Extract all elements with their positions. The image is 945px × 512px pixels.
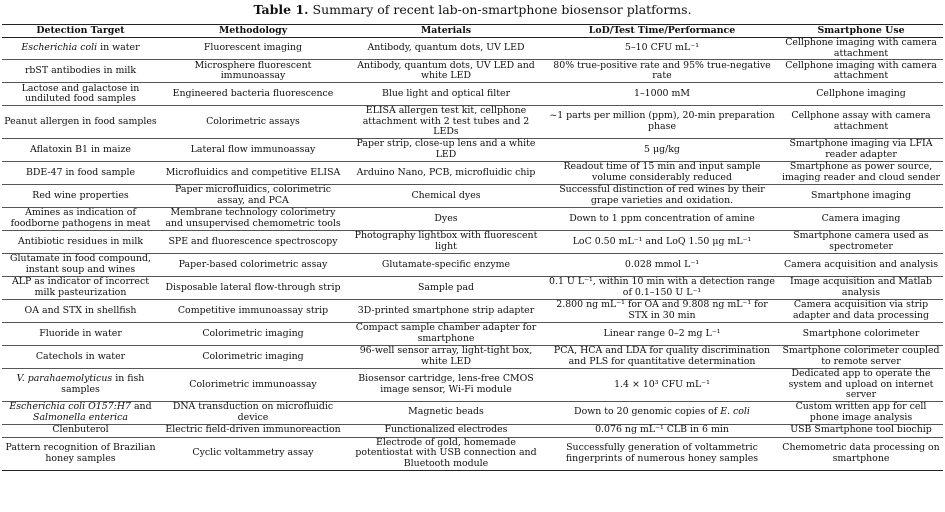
table-row <box>2 299 943 322</box>
header-lod: LoD/Test Time/Performance <box>545 25 779 38</box>
cell-method: Engineered bacteria fluorescence <box>159 83 347 106</box>
cell-lod: Readout time of 15 min and input sample volume considerably reduced <box>545 161 779 184</box>
cell-lod: 0.076 ng mL⁻¹ CLB in 6 min <box>545 424 779 437</box>
cell-method: Colorimetric immunoassay <box>159 368 347 401</box>
cell-method: Fluorescent imaging <box>159 38 347 60</box>
cell-use: Smartphone colorimeter coupled to remote server <box>779 345 943 368</box>
cell-materials: Dyes <box>347 207 545 230</box>
cell-lod: ~1 parts per million (ppm), 20-min preparation phase <box>545 106 779 139</box>
cell-lod: Linear range 0–2 mg L⁻¹ <box>545 322 779 345</box>
table-row <box>2 401 943 424</box>
cell-use: Cellphone imaging <box>779 83 943 106</box>
table-row <box>2 138 943 161</box>
cell-lod: LoC 0.50 mL⁻¹ and LoQ 1.50 μg mL⁻¹ <box>545 230 779 253</box>
cell-use: Camera acquisition and analysis <box>779 253 943 276</box>
cell-lod: 2.800 ng mL⁻¹ for OA and 9.808 ng mL⁻¹ for STX in 30 min <box>545 299 779 322</box>
cell-use: Camera imaging <box>779 207 943 230</box>
header-detection-target: Detection Target <box>2 25 159 38</box>
cell-method: Disposable lateral flow-through strip <box>159 276 347 299</box>
cell-method: Competitive immunoassay strip <box>159 299 347 322</box>
cell-use: Dedicated app to operate the system and upload on internet server <box>779 368 943 401</box>
cell-lod: 5 μg/kg <box>545 138 779 161</box>
table-caption <box>0 2 945 18</box>
header-smartphone-use: Smartphone Use <box>779 25 943 38</box>
cell-target: Red wine properties <box>2 184 159 207</box>
cell-materials: Arduino Nano, PCB, microfluidic chip <box>347 161 545 184</box>
cell-target: Amines as indication of foodborne pathogens in meat <box>2 207 159 230</box>
cell-use: USB Smartphone tool biochip <box>779 424 943 437</box>
cell-lod: 0.028 mmol L⁻¹ <box>545 253 779 276</box>
cell-materials: Antibody, quantum dots, UV LED <box>347 38 545 60</box>
table-row <box>2 424 943 437</box>
cell-method: Membrane technology colorimetry and unsupervised chemometric tools <box>159 207 347 230</box>
cell-method: DNA transduction on microfluidic device <box>159 401 347 424</box>
cell-target: V. parahaemolyticus in fish samples <box>2 368 159 401</box>
cell-target: OA and STX in shellfish <box>2 299 159 322</box>
table-row <box>2 161 943 184</box>
table-row <box>2 106 943 139</box>
table-row <box>2 207 943 230</box>
cell-use: Cellphone assay with camera attachment <box>779 106 943 139</box>
table-row <box>2 253 943 276</box>
cell-materials: Glutamate-specific enzyme <box>347 253 545 276</box>
cell-target: Glutamate in food compound, instant soup and wines <box>2 253 159 276</box>
cell-lod: 80% true-positive rate and 95% true-negative rate <box>545 60 779 83</box>
cell-materials: Antibody, quantum dots, UV LED and white LED <box>347 60 545 83</box>
cell-use: Smartphone imaging <box>779 184 943 207</box>
cell-target: Escherichia coli O157:H7 and Salmonella enterica <box>2 401 159 424</box>
cell-method: Paper-based colorimetric assay <box>159 253 347 276</box>
table-row <box>2 322 943 345</box>
cell-method: Paper microfluidics, colorimetric assay, and PCA <box>159 184 347 207</box>
cell-use: Smartphone camera used as spectrometer <box>779 230 943 253</box>
cell-target: rbST antibodies in milk <box>2 60 159 83</box>
cell-materials: ELISA allergen test kit, cellphone attachment with 2 test tubes and 2 LEDs <box>347 106 545 139</box>
table-row <box>2 276 943 299</box>
cell-materials: Sample pad <box>347 276 545 299</box>
table-row <box>2 60 943 83</box>
header-materials: Materials <box>347 25 545 38</box>
cell-materials: Biosensor cartridge, lens-free CMOS image sensor, Wi-Fi module <box>347 368 545 401</box>
cell-method: Microsphere fluorescent immunoassay <box>159 60 347 83</box>
cell-lod: 1.4 × 10³ CFU mL⁻¹ <box>545 368 779 401</box>
cell-target: Lactose and galactose in undiluted food samples <box>2 83 159 106</box>
header-methodology: Methodology <box>159 25 347 38</box>
table-row <box>2 437 943 470</box>
cell-use: Cellphone imaging with camera attachment <box>779 60 943 83</box>
cell-lod: Successfully generation of voltammetric fingerprints of numerous honey samples <box>545 437 779 470</box>
cell-method: Cyclic voltammetry assay <box>159 437 347 470</box>
cell-materials: Compact sample chamber adapter for smartphone <box>347 322 545 345</box>
cell-materials: Chemical dyes <box>347 184 545 207</box>
table-row <box>2 230 943 253</box>
table-row <box>2 345 943 368</box>
cell-target: Clenbuterol <box>2 424 159 437</box>
cell-target: Antibiotic residues in milk <box>2 230 159 253</box>
cell-lod: 0.1 U L⁻¹, within 10 min with a detection range of 0.1–150 U L⁻¹ <box>545 276 779 299</box>
table-row <box>2 368 943 401</box>
table-row <box>2 38 943 60</box>
cell-materials: Blue light and optical filter <box>347 83 545 106</box>
cell-target: Aflatoxin B1 in maize <box>2 138 159 161</box>
cell-target: Catechols in water <box>2 345 159 368</box>
cell-materials: Functionalized electrodes <box>347 424 545 437</box>
cell-target: Pattern recognition of Brazilian honey samples <box>2 437 159 470</box>
cell-target: BDE-47 in food sample <box>2 161 159 184</box>
cell-materials: 3D-printed smartphone strip adapter <box>347 299 545 322</box>
cell-target: Fluoride in water <box>2 322 159 345</box>
cell-use: Cellphone imaging with camera attachment <box>779 38 943 60</box>
cell-target: ALP as indicator of incorrect milk pasteurization <box>2 276 159 299</box>
table-row <box>2 184 943 207</box>
cell-lod: Successful distinction of red wines by their grape varieties and oxidation. <box>545 184 779 207</box>
cell-target: Escherichia coli in water <box>2 38 159 60</box>
cell-materials: Magnetic beads <box>347 401 545 424</box>
cell-use: Chemometric data processing on smartphone <box>779 437 943 470</box>
cell-lod: Down to 20 genomic copies of E. coli <box>545 401 779 424</box>
cell-lod: 1–1000 mM <box>545 83 779 106</box>
cell-method: Colorimetric imaging <box>159 345 347 368</box>
cell-method: Electric field-driven immunoreaction <box>159 424 347 437</box>
cell-method: Colorimetric imaging <box>159 322 347 345</box>
cell-materials: Electrode of gold, homemade potentiostat with USB connection and Bluetooth module <box>347 437 545 470</box>
cell-use: Smartphone as power source, imaging reader and cloud sender <box>779 161 943 184</box>
biosensor-table <box>2 24 943 471</box>
cell-method: Lateral flow immunoassay <box>159 138 347 161</box>
cell-materials: 96-well sensor array, light-tight box, white LED <box>347 345 545 368</box>
cell-use: Smartphone colorimeter <box>779 322 943 345</box>
cell-use: Camera acquisition via strip adapter and data processing <box>779 299 943 322</box>
cell-target: Peanut allergen in food samples <box>2 106 159 139</box>
cell-method: Microfluidics and competitive ELISA <box>159 161 347 184</box>
table-caption-label: Table 1. <box>253 2 309 17</box>
cell-method: SPE and fluorescence spectroscopy <box>159 230 347 253</box>
cell-materials: Photography lightbox with fluorescent light <box>347 230 545 253</box>
cell-lod: PCA, HCA and LDA for quality discrimination and PLS for quantitative determination <box>545 345 779 368</box>
cell-materials: Paper strip, close-up lens and a white LED <box>347 138 545 161</box>
cell-use: Smartphone imaging via LFIA reader adapter <box>779 138 943 161</box>
table-row <box>2 83 943 106</box>
cell-method: Colorimetric assays <box>159 106 347 139</box>
cell-use: Custom written app for cell phone image analysis <box>779 401 943 424</box>
cell-use: Image acquisition and Matlab analysis <box>779 276 943 299</box>
table-caption-text: Summary of recent lab-on-smartphone biosensor platforms. <box>312 2 692 17</box>
cell-lod: Down to 1 ppm concentration of amine <box>545 207 779 230</box>
cell-lod: 5–10 CFU mL⁻¹ <box>545 38 779 60</box>
table-header-row <box>2 25 943 38</box>
